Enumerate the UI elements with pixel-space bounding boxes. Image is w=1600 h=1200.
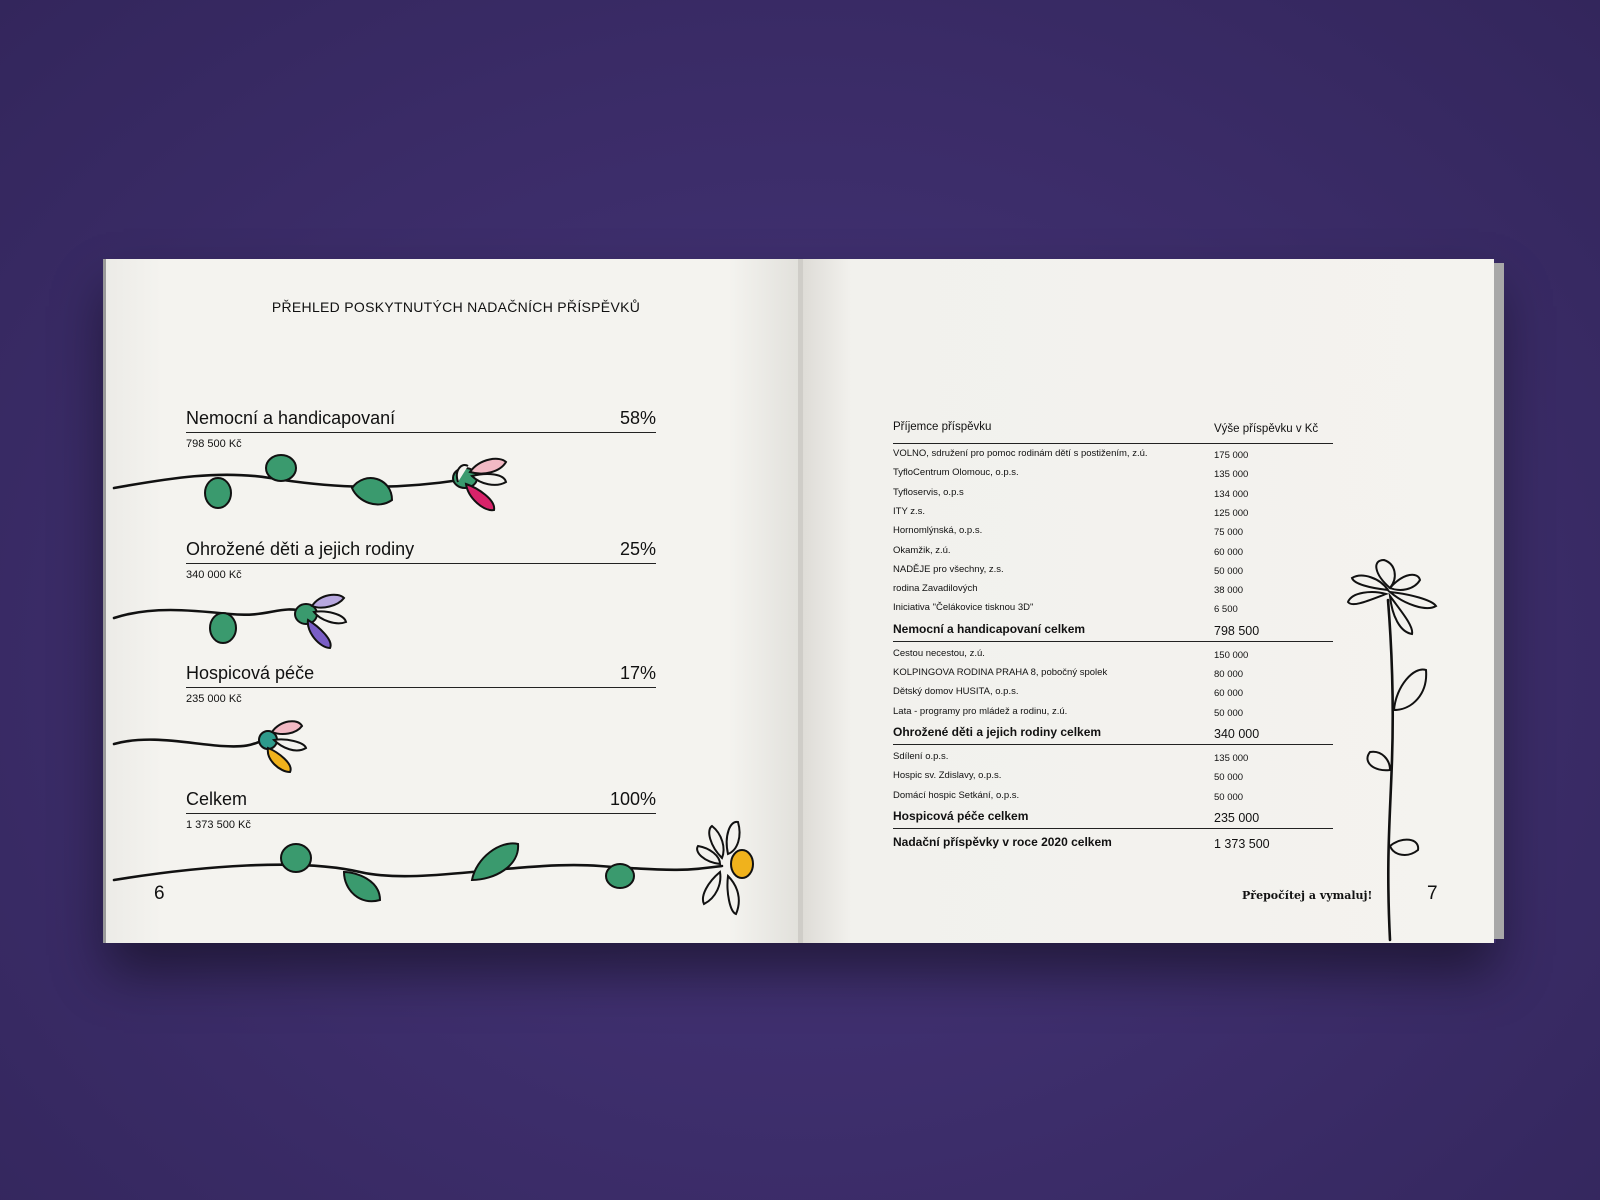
recipient-cell: Ohrožené děti a jejich rodiny celkem xyxy=(893,724,1102,739)
recipient-cell: Domácí hospic Setkání, o.p.s. xyxy=(893,789,1020,801)
amount-cell: 50 000 xyxy=(1214,772,1244,784)
leaf-icon xyxy=(1394,669,1426,710)
amount-cell: 340 000 xyxy=(1214,726,1260,741)
table-row xyxy=(893,561,1333,580)
leaf-icon xyxy=(344,872,380,901)
amount-cell: 125 000 xyxy=(1214,507,1249,519)
vine-stem-2 xyxy=(114,609,305,618)
recipient-cell: Nemocní a handicapovaní celkem xyxy=(893,621,1086,636)
amount-cell: 60 000 xyxy=(1214,546,1244,558)
recipient-cell: Lata - programy pro mládež a rodinu, z.ú. xyxy=(893,705,1068,717)
table-row xyxy=(893,445,1333,464)
header-amount: Výše příspěvku v Kč xyxy=(1214,423,1319,435)
category-percent: 25% xyxy=(619,539,656,559)
recipient-cell: TyfloCentrum Olomouc, o.p.s. xyxy=(893,467,1019,479)
table-row xyxy=(893,503,1333,522)
recipient-cell: rodina Zavadilových xyxy=(893,583,978,595)
recipient-cell: Hospic sv. Zdislavy, o.p.s. xyxy=(893,770,1002,782)
category-percent: 58% xyxy=(619,408,656,428)
leaf-icon xyxy=(472,843,518,880)
page-number-left: 6 xyxy=(154,883,165,904)
amount-cell: 798 500 xyxy=(1214,623,1260,638)
leaf-icon xyxy=(266,455,296,481)
amount-cell: 235 000 xyxy=(1214,810,1260,825)
leaf-group-2 xyxy=(210,613,236,643)
leaf-icon xyxy=(210,613,236,643)
recipient-cell: Iniciativa "Čelákovice tisknou 3D" xyxy=(893,602,1034,614)
tall-stem-leaves xyxy=(1367,669,1426,854)
table-row xyxy=(893,599,1333,618)
category-amount: 1 373 500 Kč xyxy=(186,819,251,831)
table-subtotal-row xyxy=(893,722,1333,745)
table-subtotal-row xyxy=(893,806,1333,829)
recipient-cell: KOLPINGOVA RODINA PRAHA 8, pobočný spolek xyxy=(893,667,1108,678)
amount-cell: 50 000 xyxy=(1214,791,1244,803)
amount-cell: 50 000 xyxy=(1214,565,1244,577)
leaf-icon xyxy=(281,844,311,872)
amount-cell: 50 000 xyxy=(1214,707,1244,719)
leaf-icon xyxy=(352,478,392,504)
recipient-cell: ITY z.s. xyxy=(893,505,926,517)
table-row xyxy=(893,484,1333,503)
recipient-cell: Hospicová péče celkem xyxy=(893,808,1029,823)
tall-flower-icon xyxy=(1348,560,1436,634)
leaf-icon xyxy=(606,864,634,888)
vine-stem-3 xyxy=(114,740,265,747)
recipient-cell: Cestou necestou, z.ú. xyxy=(893,647,985,659)
flower-icon-3 xyxy=(259,721,306,772)
amount-cell: 60 000 xyxy=(1214,688,1244,700)
recipient-cell: NADĚJE pro všechny, z.s. xyxy=(893,563,1004,575)
recipient-cell: VOLNO, sdružení pro pomoc rodinám dětí s postižením, z.ú. xyxy=(893,448,1148,459)
amount-cell: 135 000 xyxy=(1214,469,1249,481)
amount-cell: 150 000 xyxy=(1214,649,1249,661)
flower-icon-1 xyxy=(453,459,506,510)
amount-cell: 38 000 xyxy=(1214,585,1244,597)
leaf-icon xyxy=(205,478,231,508)
flower-icon-2 xyxy=(295,595,346,648)
page-number-right: 7 xyxy=(1427,883,1438,904)
table-row xyxy=(893,748,1333,767)
recipient-cell: Hornomlýnská, o.p.s. xyxy=(893,525,983,537)
table-row xyxy=(893,542,1333,561)
header-recipient: Příjemce příspěvku xyxy=(893,421,992,433)
amount-cell: 6 500 xyxy=(1214,604,1238,616)
amount-cell: 80 000 xyxy=(1214,669,1244,680)
table-row xyxy=(893,703,1333,722)
tagline: Přepočítej a vymaluj! xyxy=(1242,889,1373,902)
amount-cell: 1 373 500 xyxy=(1214,836,1270,851)
recipient-cell: Tyfloservis, o.p.s xyxy=(893,486,964,498)
table-total-row xyxy=(893,832,1333,854)
amount-cell: 75 000 xyxy=(1214,527,1244,539)
category-amount: 235 000 Kč xyxy=(186,693,242,705)
table-row xyxy=(893,787,1333,806)
table-row xyxy=(893,664,1333,683)
category-name: Celkem xyxy=(186,789,248,809)
amount-cell: 134 000 xyxy=(1214,488,1249,500)
category-amount: 798 500 Kč xyxy=(186,438,242,450)
category-percent: 17% xyxy=(619,663,656,683)
amount-cell: 135 000 xyxy=(1214,752,1249,764)
table-row xyxy=(893,464,1333,483)
table-row xyxy=(893,767,1333,786)
category-percent: 100% xyxy=(609,789,656,809)
table-subtotal-row xyxy=(893,619,1333,642)
table-row xyxy=(893,645,1333,664)
leaf-icon xyxy=(1390,840,1418,855)
category-name: Nemocní a handicapovaní xyxy=(186,408,396,428)
recipient-cell: Dětský domov HUSITA, o.p.s. xyxy=(893,686,1019,698)
table-row xyxy=(893,522,1333,541)
table-header xyxy=(893,419,1333,444)
page-title: PŘEHLED POSKYTNUTÝCH NADAČNÍCH PŘÍSPĚVKŮ xyxy=(271,299,641,315)
leaf-icon xyxy=(1367,752,1390,771)
amount-cell: 175 000 xyxy=(1214,450,1249,461)
category-name: Ohrožené děti a jejich rodiny xyxy=(186,539,415,559)
table-row xyxy=(893,580,1333,599)
category-amount: 340 000 Kč xyxy=(186,569,242,581)
table-row xyxy=(893,683,1333,702)
recipient-cell: Nadační příspěvky v roce 2020 celkem xyxy=(893,834,1112,849)
category-name: Hospicová péče xyxy=(186,663,315,683)
recipient-cell: Okamžik, z.ú. xyxy=(893,544,951,556)
recipient-cell: Sdílení o.p.s. xyxy=(893,750,949,762)
